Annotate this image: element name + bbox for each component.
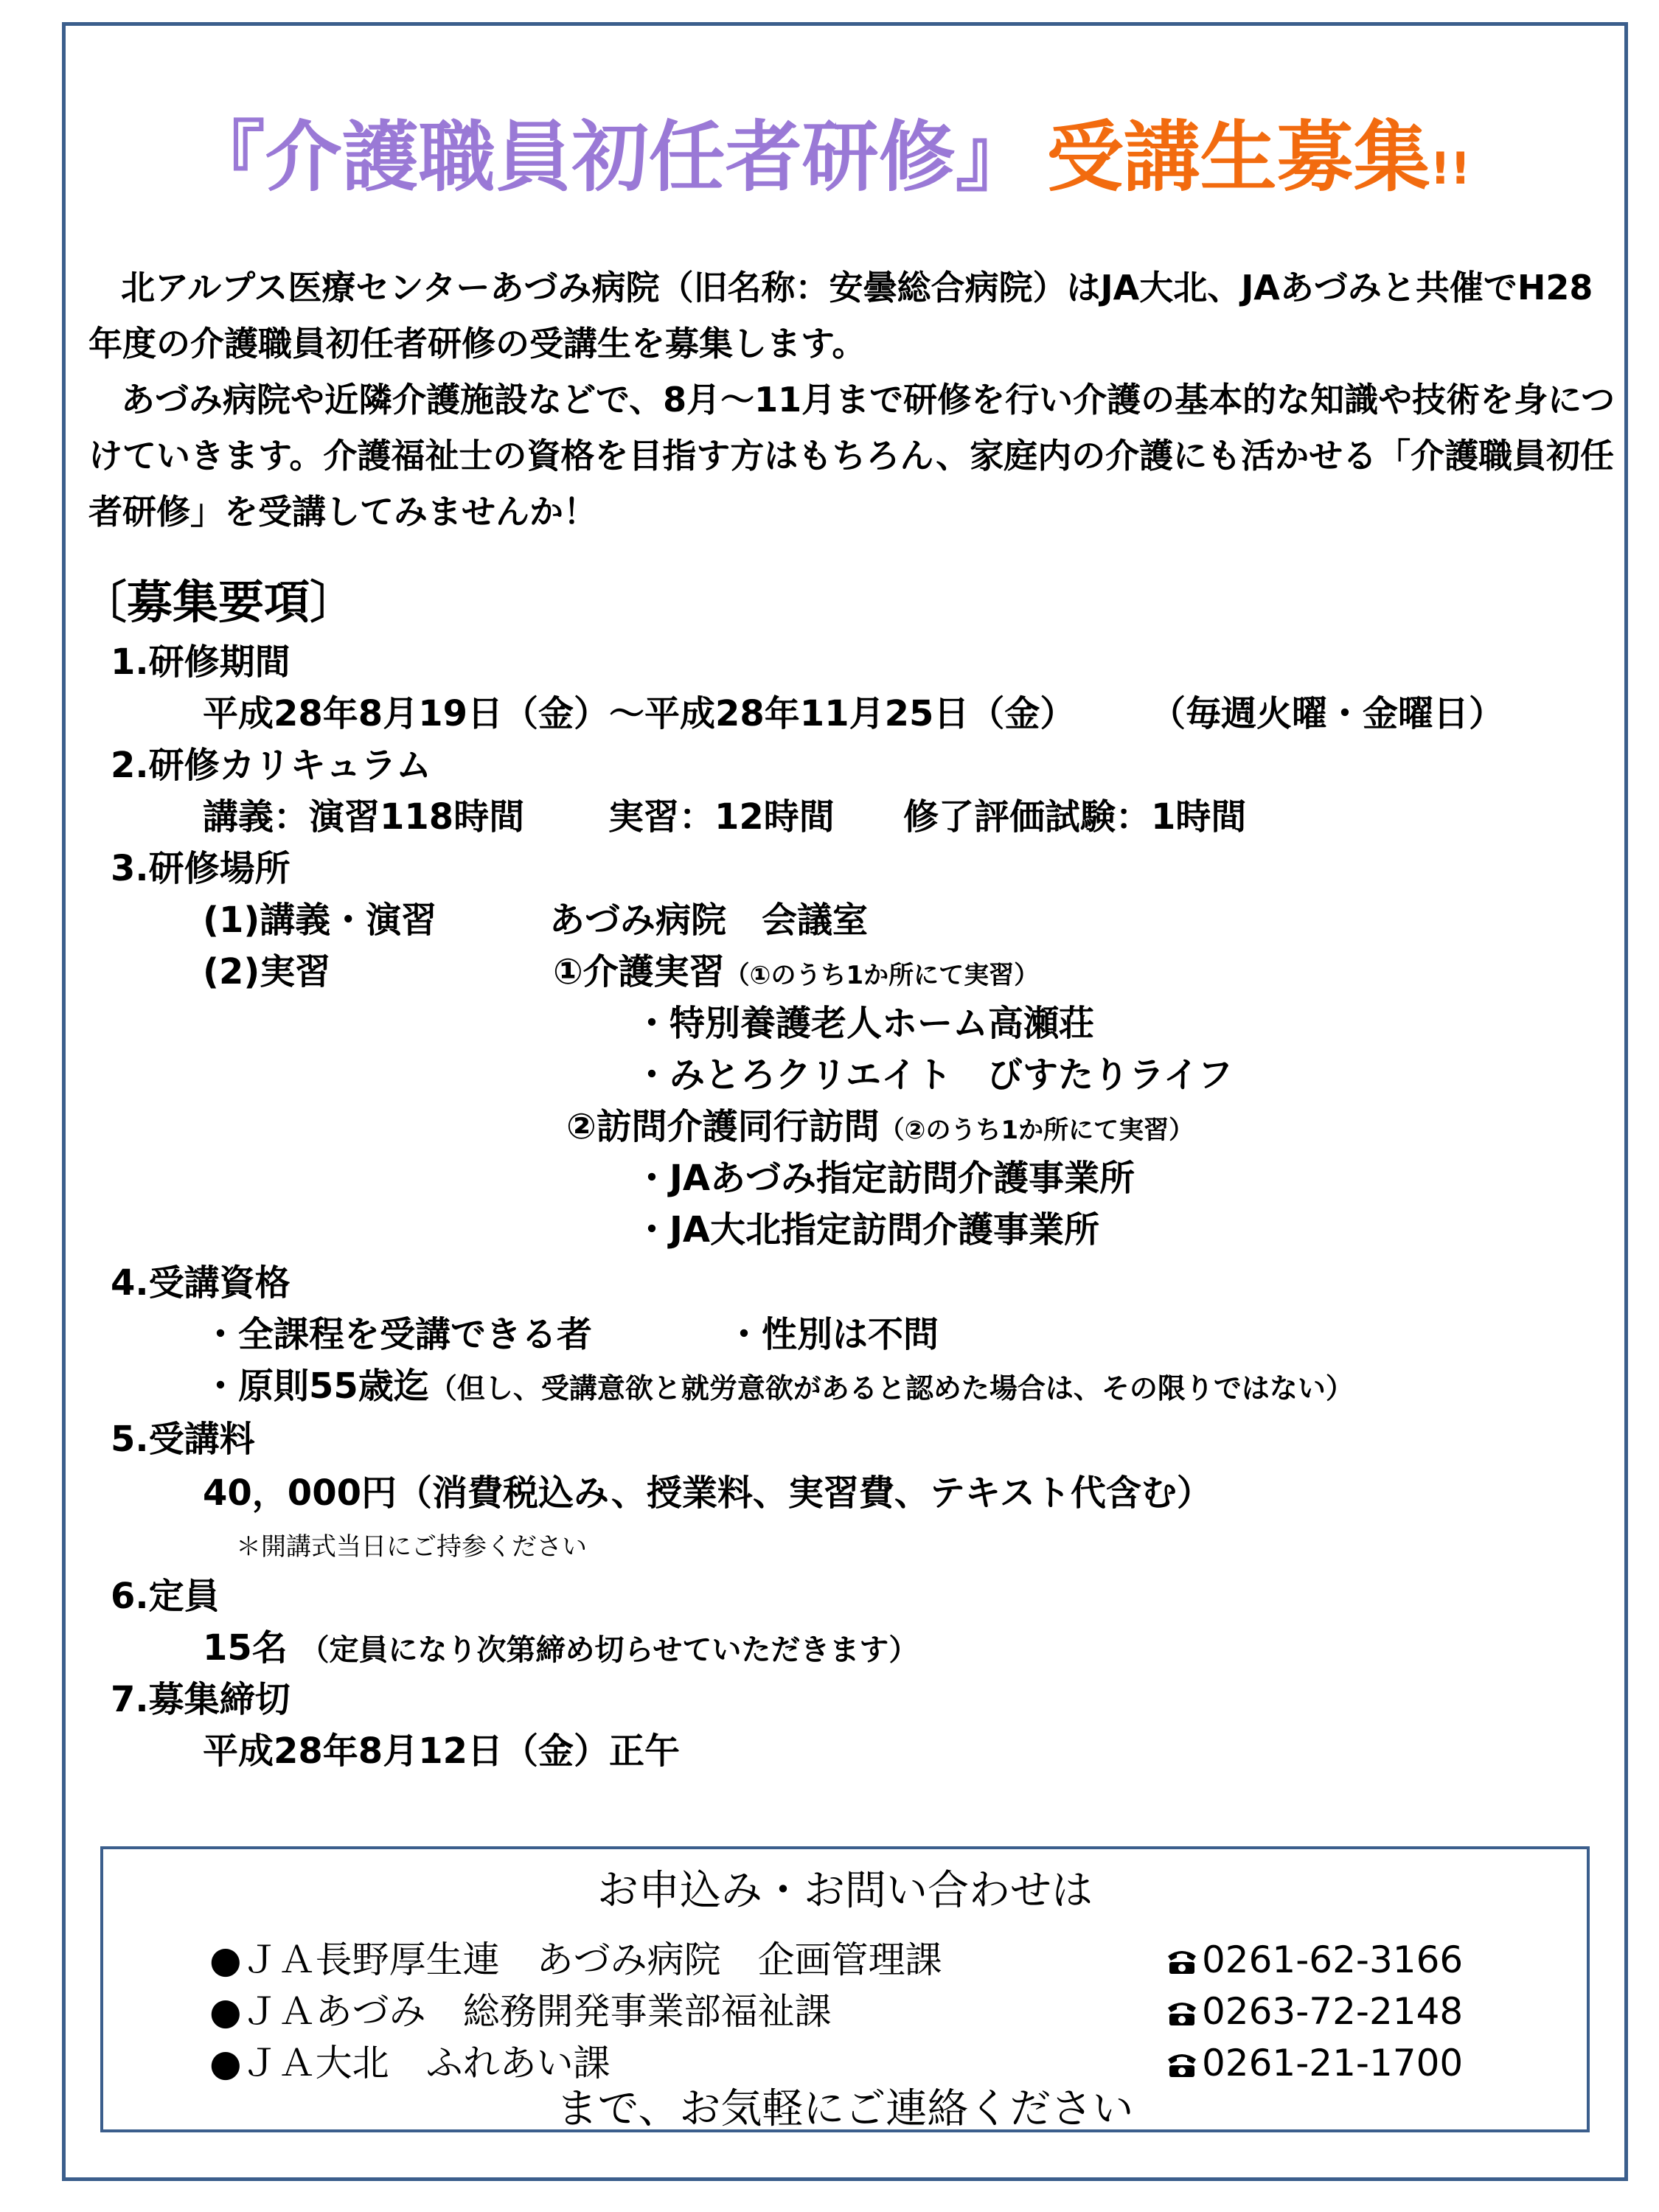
intro-paragraph-2: あづみ病院や近隣介護施設などで、8月～11月まで研修を行い介護の基本的な知識や技術を身につけていきます。介護福祉士の資格を目指す方はもちろん、家庭内の介護にも活かせる「介護職員初任者研修」を受講してみませんか！ [88, 380, 1615, 532]
eligibility-1: ・全課程を受講できる者 [203, 1314, 593, 1355]
eligibility-3-note: （但し、受講意欲と就労意欲があると認めた場合は、その限りではない） [428, 1372, 1354, 1405]
fee-note: ＊開講式当日にご持参ください [236, 1532, 587, 1562]
home-visit-title-text: ②訪問介護同行訪問 [566, 1106, 880, 1147]
page-title [0, 109, 1659, 217]
requirements-heading: 〔募集要項〕 [81, 575, 356, 629]
capacity-note: （定員になり次第締め切らせていただきます） [299, 1633, 919, 1667]
eligibility-3-text: ・原則55歳迄 [203, 1366, 429, 1407]
section-4-label: 4.受講資格 [111, 1262, 291, 1304]
contact-tel-2[interactable] [1165, 1988, 1463, 2038]
contact-tel-1[interactable] [1165, 1936, 1463, 1986]
home-visit-site-1: ・JAあづみ指定訪問介護事業所 [634, 1158, 1135, 1199]
section-1-label: 1.研修期間 [111, 641, 291, 683]
section-3-label: 3.研修場所 [111, 848, 291, 889]
section-1-note: （毎週火曜・金曜日） [1150, 693, 1505, 734]
fee-text: 40，000円（消費税込み、授業料、実習費、テキスト代含む） [203, 1472, 1212, 1514]
contact-box [100, 1846, 1590, 2132]
location-1-value: あづみ病院 会議室 [549, 900, 869, 941]
capacity-value: 15名 [203, 1627, 288, 1669]
contact-heading: お申込み・お問い合わせは [597, 1867, 1093, 1915]
care-practice-title-text: ①介護実習 [553, 951, 725, 992]
care-practice-site-2: ・みとろクリエイト びすたりライフ [634, 1054, 1234, 1096]
location-1-label: (1)講義・演習 [203, 900, 437, 941]
phone-icon [1165, 2042, 1199, 2090]
capacity [203, 1626, 918, 1672]
care-practice-title [553, 950, 1039, 998]
contact-tel-2-number: 0263-72-2148 [1202, 1990, 1464, 2033]
section-5-label: 5.受講料 [111, 1419, 255, 1460]
contact-footer: まで、お気軽にご連絡ください [556, 2085, 1134, 2133]
phone-icon [1165, 1991, 1199, 2038]
intro-paragraph-1: 北アルプス医療センターあづみ病院（旧名称：安曇総合病院）はJA大北、JAあづみと共催でH28年度の介護職員初任者研修の受講生を募集します。 [88, 268, 1593, 364]
eligibility-2: ・性別は不問 [726, 1314, 939, 1355]
home-visit-title [566, 1105, 1194, 1152]
care-practice-note: （①のうち1か所にて実習） [724, 961, 1040, 990]
curriculum-lecture: 講義：演習118時間 [203, 796, 525, 838]
section-2-label: 2.研修カリキュラム [111, 745, 432, 786]
contact-tel-3[interactable] [1165, 2039, 1463, 2090]
section-1-period: 平成28年8月19日（金）～平成28年11月25日（金） [203, 693, 1076, 734]
home-visit-note: （②のうち1か所にて実習） [879, 1116, 1194, 1145]
title-main: 『介護職員初任者研修』 [188, 112, 1032, 202]
contact-name-2: ●ＪＡあづみ 総務開発事業部福祉課 [209, 1990, 832, 2033]
title-sub: 受講生募集 [1046, 112, 1430, 202]
eligibility-3 [203, 1364, 1354, 1411]
curriculum-exam: 修了評価試験：1時間 [903, 796, 1247, 838]
title-exclaim: !! [1430, 143, 1471, 195]
section-6-label: 6.定員 [111, 1576, 220, 1617]
location-2-label: (2)実習 [203, 951, 331, 992]
care-practice-site-1: ・特別養護老人ホーム高瀬荘 [634, 1003, 1095, 1044]
contact-name-3: ●ＪＡ大北 ふれあい課 [209, 2042, 611, 2084]
section-7-label: 7.募集締切 [111, 1679, 291, 1720]
phone-icon [1165, 1939, 1199, 1986]
home-visit-site-2: ・JA大北指定訪問介護事業所 [634, 1209, 1100, 1251]
contact-tel-1-number: 0261-62-3166 [1202, 1938, 1464, 1981]
contact-tel-3-number: 0261-21-1700 [1202, 2042, 1464, 2084]
deadline-value: 平成28年8月12日（金）正午 [203, 1731, 680, 1772]
contact-name-1: ●ＪＡ長野厚生連 あづみ病院 企画管理課 [209, 1938, 942, 1981]
intro-text [88, 260, 1622, 540]
curriculum-practice: 実習：12時間 [608, 796, 835, 838]
